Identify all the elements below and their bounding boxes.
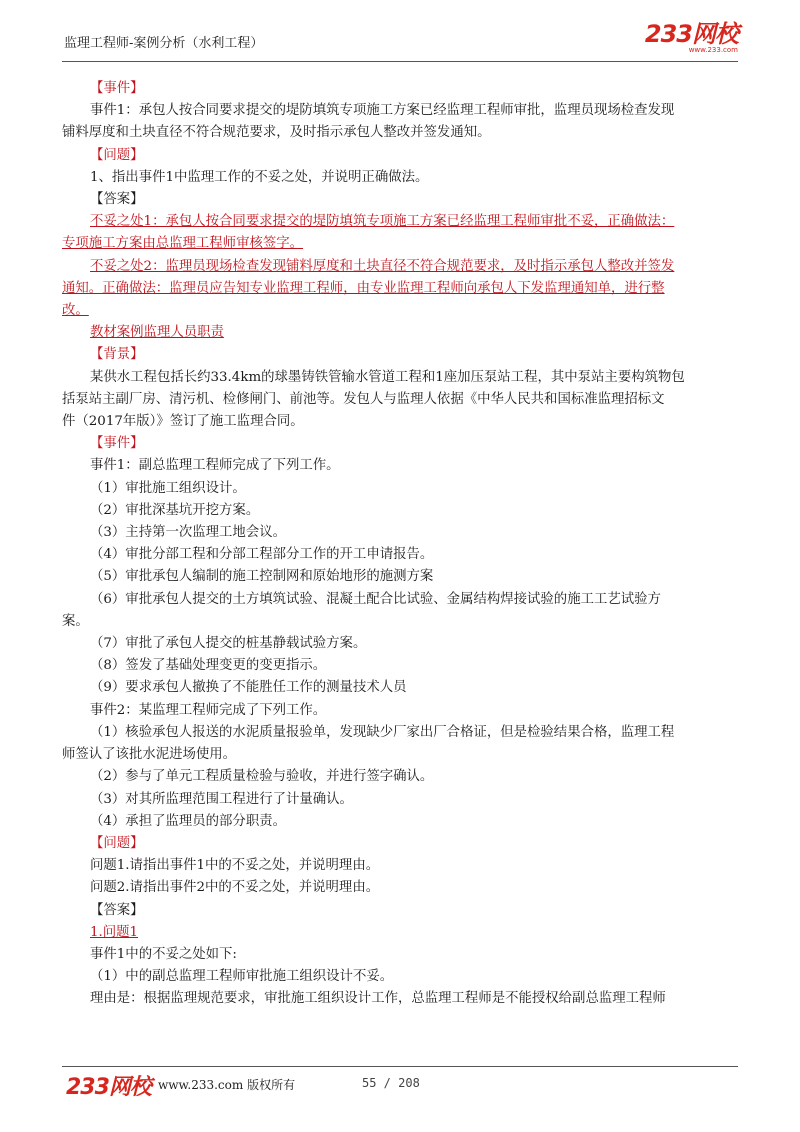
answer-highlight-line: 专项施工方案由总监理工程师审核签字。 <box>62 236 304 252</box>
paragraph-line: 事件1：副总监理工程师完成了下列工作。 <box>90 458 340 474</box>
answer-highlight-line: 不妥之处1：承包人按合同要求提交的堤防填筑专项施工方案已经监理工程师审批不妥，正确做法： <box>90 214 675 230</box>
paragraph-line: 事件2：某监理工程师完成了下列工作。 <box>90 702 327 718</box>
header-divider <box>62 61 738 62</box>
list-item: （5）审批承包人编制的施工控制网和原始地形的施测方案 <box>90 569 434 585</box>
section-label-question: 【问题】 <box>90 147 144 163</box>
section-label-answer: 【答案】 <box>90 192 144 208</box>
list-item: （3）对其所监理范围工程进行了计量确认。 <box>90 791 353 807</box>
section-label-answer: 【答案】 <box>90 902 144 918</box>
answer-subheading: 1.问题1 <box>90 924 139 940</box>
paragraph-line: 某供水工程包括长约33.4km的球墨铸铁管输水管道工程和1座加压泵站工程，其中泵站主要构筑物包 <box>90 369 685 385</box>
list-item: （4）承担了监理员的部分职责。 <box>90 813 286 829</box>
list-item: （1）审批施工组织设计。 <box>90 480 246 496</box>
logo-text: 233网校 <box>644 20 738 48</box>
footer-copyright: www.233.com 版权所有 <box>158 1078 296 1092</box>
list-item: （6）审批承包人提交的土方填筑试验、混凝土配合比试验、金属结构焊接试验的施工工艺试验方 <box>90 591 661 607</box>
brand-logo <box>645 22 738 55</box>
section-label-event: 【事件】 <box>90 436 144 452</box>
paragraph-line: 件（2017年版）》签订了施工监理合同。 <box>62 414 304 430</box>
footer-logo: 233网校 <box>66 1075 151 1100</box>
page-header <box>62 18 738 60</box>
answer-highlight-line: 改。 <box>62 303 89 319</box>
list-item: （9）要求承包人撤换了不能胜任工作的测量技术人员 <box>90 680 407 696</box>
paragraph-line: 括泵站主副厂房、清污机、检修闸门、前池等。发包人与监理人依据《中华人民共和国标准监理招标文 <box>62 391 665 407</box>
list-item: （3）主持第一次监理工地会议。 <box>90 525 286 541</box>
footer-divider <box>62 1066 738 1067</box>
paragraph-line: 问题2.请指出事件2中的不妥之处，并说明理由。 <box>90 880 380 896</box>
paragraph-line: 铺料厚度和土块直径不符合规范要求，及时指示承包人整改并签发通知。 <box>62 125 491 141</box>
page-content <box>62 78 740 1011</box>
paragraph-line: 理由是：根据监理规范要求，审批施工组织设计工作，总监理工程师是不能授权给副总监理工程师 <box>90 991 666 1007</box>
section-label-question: 【问题】 <box>90 835 144 851</box>
list-item: （2）审批深基坑开挖方案。 <box>90 502 260 518</box>
paragraph-line: 问题1.请指出事件1中的不妥之处，并说明理由。 <box>90 858 380 874</box>
paragraph-line: 事件1中的不妥之处如下: <box>90 946 237 962</box>
list-item: （7）审批了承包人提交的桩基静载试验方案。 <box>90 636 367 652</box>
logo-url: www.233.com <box>688 46 738 54</box>
list-item: （8）签发了基础处理变更的变更指示。 <box>90 658 327 674</box>
page-number: 55 / 208 <box>362 1076 420 1090</box>
answer-highlight-line: 不妥之处2：监理员现场检查发现铺料厚度和土块直径不符合规范要求，及时指示承包人整改并签发 <box>90 258 675 274</box>
paragraph-line: 事件1：承包人按合同要求提交的堤防填筑专项施工方案已经监理工程师审批，监理员现场检查发现 <box>90 103 675 119</box>
paragraph-line: 1、指出事件1中监理工作的不妥之处，并说明正确做法。 <box>90 169 429 185</box>
document-title: 监理工程师-案例分析（水利工程） <box>64 36 264 51</box>
list-item-continued: 师签认了该批水泥进场使用。 <box>62 747 237 763</box>
list-item-continued: 案。 <box>62 613 89 629</box>
list-item: （1）核验承包人报送的水泥质量报验单，发现缺少厂家出厂合格证，但是检验结果合格，监理工程 <box>90 724 675 740</box>
section-label-event: 【事件】 <box>90 81 144 96</box>
section-label-background: 【背景】 <box>90 347 144 363</box>
answer-highlight-line: 通知。正确做法：监理员应告知专业监理工程师，由专业监理工程师向承包人下发监理通知单，进行整 <box>62 280 665 296</box>
list-item: （2）参与了单元工程质量检验与验收，并进行签字确认。 <box>90 769 434 785</box>
list-item: （1）中的副总监理工程师审批施工组织设计不妥。 <box>90 969 394 985</box>
case-heading: 教材案例监理人员职责 <box>90 325 224 341</box>
list-item: （4）审批分部工程和分部工程部分工作的开工申请报告。 <box>90 547 434 563</box>
